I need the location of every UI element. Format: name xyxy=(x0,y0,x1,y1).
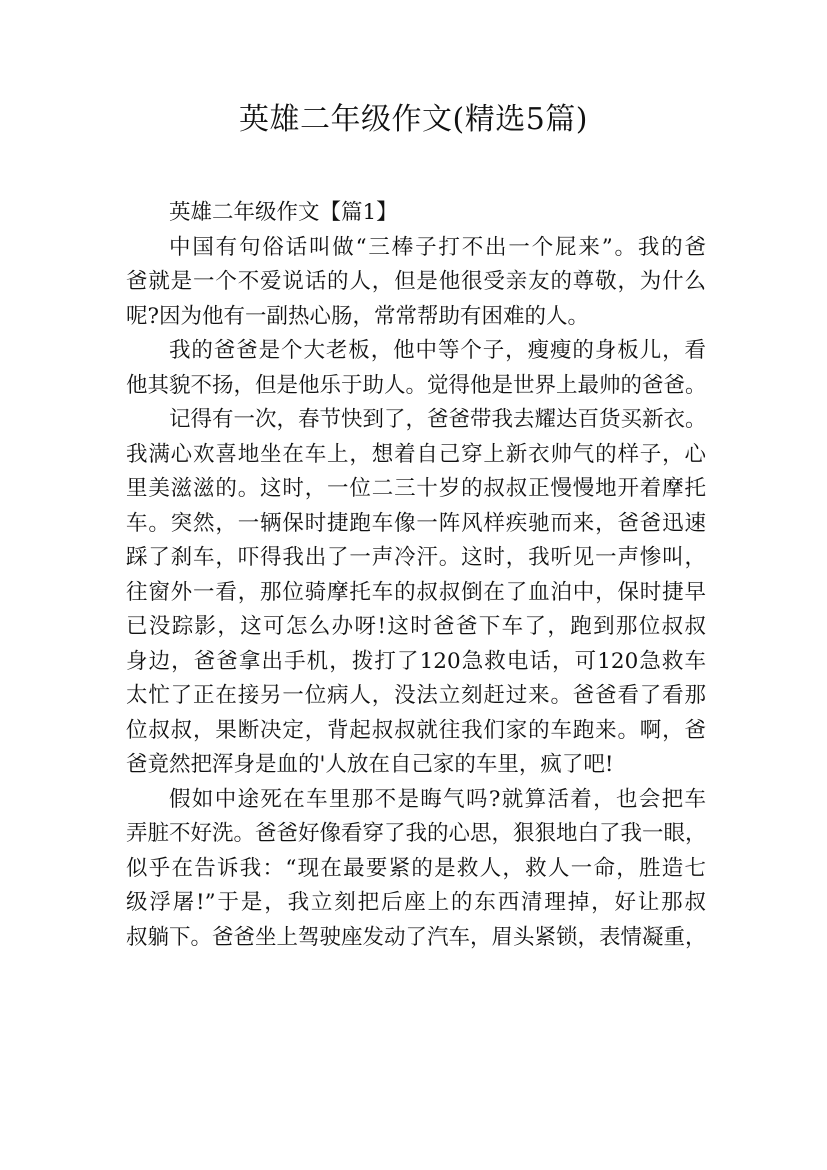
paragraph-line: 已没踪影，这可怎么办呀!这时爸爸下车了，跑到那位叔叔 xyxy=(126,614,706,639)
paragraph-line: 太忙了正在接另一位病人，没法立刻赶过来。爸爸看了看那 xyxy=(126,683,706,708)
paragraph-line: 车。突然，一辆保时捷跑车像一阵风样疾驰而来，爸爸迅速 xyxy=(126,510,706,536)
paragraph-line: 呢?因为他有一副热心肠，常常帮助有困难的人。 xyxy=(126,303,590,329)
paragraph-line: 级浮屠!”于是，我立刻把后座上的东西清理掉，好让那叔 xyxy=(126,890,706,915)
paragraph-line: 记得有一次，春节快到了，爸爸带我去耀达百货买新衣。 xyxy=(169,407,707,432)
paragraph-line: 身边，爸爸拿出手机，拨打了120急救电话，可120急救车 xyxy=(126,648,706,674)
paragraph-line: 爸就是一个不爱说话的人，但是他很受亲友的尊敬，为什么 xyxy=(126,269,706,294)
document-title: 英雄二年级作文(精选5篇) xyxy=(239,102,588,137)
section-heading: 英雄二年级作文【篇1】 xyxy=(169,200,398,225)
paragraph-line: 我的爸爸是个大老板，他中等个子，瘦瘦的身板儿，看 xyxy=(169,338,706,363)
paragraph-line: 中国有句俗话叫做“三棒子打不出一个屁来”。我的爸 xyxy=(169,234,706,260)
paragraph-line: 叔躺下。爸爸坐上驾驶座发动了汽车，眉头紧锁，表情凝重， xyxy=(126,924,707,950)
paragraph-line: 假如中途死在车里那不是晦气吗?就算活着，也会把车 xyxy=(169,786,706,812)
paragraph-2 xyxy=(126,334,706,403)
paragraph-line: 位叔叔，果断决定，背起叔叔就往我们家的车跑来。啊，爸 xyxy=(126,717,706,743)
paragraph-line: 似乎在告诉我：“现在最要紧的是救人，救人一命，胜造七 xyxy=(126,855,706,881)
paragraph-line: 弄脏不好洗。爸爸好像看穿了我的心思，狠狠地白了我一眼， xyxy=(126,821,707,846)
paragraph-line: 我满心欢喜地坐在车上，想着自己穿上新衣帅气的样子，心 xyxy=(126,441,706,467)
paragraph-line: 里美滋滋的。这时，一位二三十岁的叔叔正慢慢地开着摩托 xyxy=(126,476,706,501)
paragraph-line: 往窗外一看，那位骑摩托车的叔叔倒在了血泊中，保时捷早 xyxy=(126,579,706,605)
paragraph-line: 爸竟然把浑身是血的'人放在自己家的车里，疯了吧! xyxy=(126,752,614,777)
paragraph-line: 他其貌不扬，但是他乐于助人。觉得他是世界上最帅的爸爸。 xyxy=(126,372,707,398)
paragraph-1 xyxy=(126,231,706,335)
paragraph-4 xyxy=(126,783,706,956)
paragraph-line: 踩了刹车，吓得我出了一声冷汗。这时，我听见一声惨叫， xyxy=(126,545,706,570)
document-body xyxy=(126,196,706,955)
paragraph-3 xyxy=(126,403,706,783)
